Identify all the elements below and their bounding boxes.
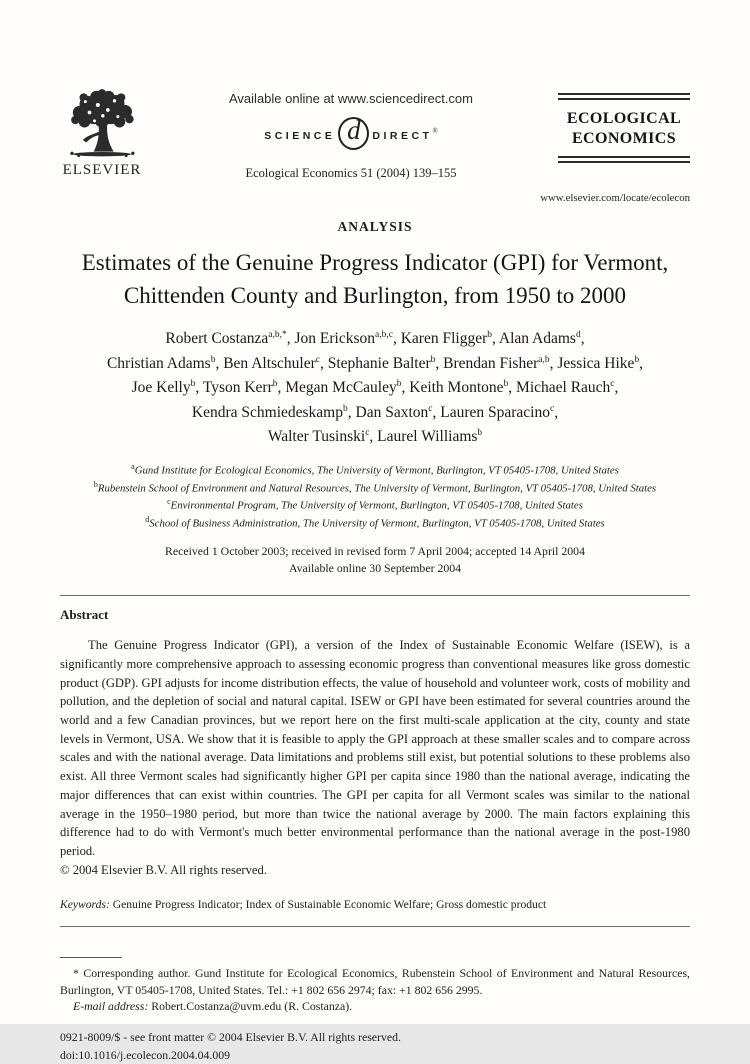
author-affiliation-marker: b: [503, 379, 509, 390]
journal-homepage-url: www.elsevier.com/locate/ecolecon: [540, 192, 690, 204]
elsevier-logo: [60, 90, 144, 179]
footnote-rule: [60, 957, 122, 958]
author-affiliation-marker: a,b,*: [268, 330, 287, 341]
registered-mark: ®: [432, 126, 438, 135]
author-name: Michael Rauch: [516, 379, 611, 397]
author-name: Ben Altschuler: [223, 354, 316, 372]
author-affiliation-marker: b: [272, 379, 278, 390]
abstract-heading: Abstract: [60, 607, 109, 623]
corresponding-author-note: * Corresponding author. Gund Institute for Ecological Economics, Rubenstein School of Environment and Natural Resources, Burlington, VT 05405-1708, United States. Tel.: +1 802 656 2974; fax: +1 802 656 2995.: [60, 966, 690, 997]
author-name: Jon Erickson: [294, 330, 376, 348]
author-affiliation-marker: c: [365, 428, 370, 438]
author-lines: [60, 327, 690, 449]
abstract-text: The Genuine Progress Indicator (GPI), a version of the Index of Sustainable Economic Welfare (ISEW), is a significantly more comprehensive approach to assessing economic progress than conventional measures like gross domestic product (GDP). GPI adjusts for income distribution effects, the value of household and volunteer work, costs of mobility and pollution, and the depletion of social and natural capital. ISEW or GPI have been estimated for several countries around the world and a few Canadian provinces, but we report here on the first multi-scale application at the city, county and state levels in Vermont, USA. We show that it is feasible to apply the GPI approach at these smaller scales and to compare across scales and with the national average. Data limitations and problems still exist, but potential solutions to these problems also exist. All three Vermont scales had significantly higher GPI per capita since 1980 than the national average, indicating the major differences that can exist within countries. The GPI per capita for all Vermont scales was similar to the national average in the 1950–1980 period, but more than twice the national average by 2000. The main factors explaining this difference had to do with Vermont's much better environmental performance than the national average in the post-1980 period.: [60, 638, 690, 858]
author-line: Joe Kelly$^b$, Tyson Kerr$^b$, Megan McCauley$^b$, Keith Montone$^b$, Michael Rauch$^c$,: [131, 379, 619, 397]
elsevier-wordmark: ELSEVIER: [62, 162, 142, 178]
journal-citation: Ecological Economics 51 (2004) 139–155: [245, 166, 457, 180]
available-online-text: Available online at www.sciencedirect.com: [229, 91, 473, 106]
author-affiliation-marker: b: [396, 379, 402, 390]
author-name: Alan Adams: [498, 330, 576, 348]
sciencedirect-logo: [144, 115, 558, 152]
author-name: Kendra Schmiedeskamp: [191, 403, 343, 421]
author-affiliation-marker: b: [487, 330, 492, 341]
author-name: Christian Adams: [106, 354, 211, 372]
author-name: Keith Montone: [409, 379, 504, 397]
keywords-label: Keywords:: [60, 898, 110, 912]
sciencedirect-science-text: SCIENCE: [264, 129, 336, 142]
author-name: Tyson Kerr: [202, 379, 273, 397]
author-line: Christian Adams$^b$, Ben Altschuler$^c$, Stephanie Balter$^b$, Brendan Fisher$^{a,b}$, Jessica Hike$^b$,: [106, 354, 644, 372]
author-affiliation-marker: a,b: [538, 354, 550, 365]
sciencedirect-d-icon: d: [338, 117, 369, 150]
available-online-date: Available online 30 September 2004: [288, 560, 462, 575]
section-label: ANALYSIS: [337, 219, 413, 234]
author-name: Laurel Williams: [377, 428, 478, 446]
author-affiliation-marker: b: [343, 403, 348, 414]
keywords-bottom-rule: [60, 926, 690, 927]
affiliation-line: $^d$School of Business Administration, The University of Vermont, Burlington, VT 05405-1708, United States: [145, 515, 605, 530]
email-line: [60, 998, 690, 1015]
author-affiliation-marker: c: [610, 379, 615, 390]
author-affiliation-marker: b: [477, 428, 483, 438]
author-name: Lauren Sparacino: [440, 403, 550, 421]
author-name: Megan McCauley: [285, 379, 397, 397]
sciencedirect-direct-text: DIRECT: [372, 129, 433, 142]
masthead-bottom-rule: [558, 156, 690, 163]
author-line: Kendra Schmiedeskamp$^b$, Dan Saxton$^c$, Lauren Sparacino$^c$,: [191, 403, 559, 421]
keywords-line: [60, 898, 690, 911]
author-name: Stephanie Balter: [327, 354, 431, 372]
received-dates: Received 1 October 2003; received in revised form 7 April 2004; accepted 14 April 2004: [165, 544, 585, 559]
author-affiliation-marker: b: [190, 379, 196, 390]
affiliation-line: $^c$Environmental Program, The University of Vermont, Burlington, VT 05405-1708, United States: [167, 497, 583, 513]
author-affiliation-marker: a,b,c: [375, 330, 393, 341]
author-line: Robert Costanza$^{a,b,*}$, Jon Erickson$^{a,b,c}$, Karen Fligger$^b$, Alan Adams$^d$,: [165, 330, 585, 348]
author-affiliation-marker: d: [575, 330, 581, 341]
author-affiliation-marker: b: [430, 354, 436, 365]
journal-masthead: [558, 90, 690, 163]
journal-name: ECOLOGICAL ECONOMICS: [566, 110, 682, 147]
author-line: Walter Tusinski$^c$, Laurel Williams$^b$: [267, 428, 483, 446]
author-affiliation-marker: c: [315, 354, 320, 365]
author-affiliation-marker: b: [634, 354, 640, 365]
masthead-top-rule: [558, 93, 690, 100]
author-affiliation-marker: c: [428, 403, 433, 414]
affiliation-line: $^b$Rubenstein School of Environment and Natural Resources, The University of Vermont, Burlington, VT 05405-1708, United States: [93, 479, 657, 495]
affiliations: [60, 461, 690, 533]
header-center: [144, 90, 558, 181]
abstract-copyright: © 2004 Elsevier B.V. All rights reserved.: [60, 862, 267, 877]
author-name: Jessica Hike: [557, 354, 635, 372]
author-name: Joe Kelly: [131, 379, 191, 397]
footnote-marker: *: [73, 966, 84, 981]
doi-line: doi:10.1016/j.ecolecon.2004.04.009: [60, 1047, 231, 1062]
imprint-block: [60, 1029, 690, 1064]
author-name: Karen Fligger: [400, 330, 488, 348]
email-label: E-mail address:: [73, 999, 149, 1014]
email-address: Robert.Costanza@uvm.edu (R. Costanza).: [148, 999, 353, 1014]
author-name: Robert Costanza: [165, 330, 269, 348]
author-name: Walter Tusinski: [267, 428, 366, 446]
issn-line: 0921-8009/$ - see front matter © 2004 Elsevier B.V. All rights reserved.: [60, 1029, 401, 1044]
abstract-top-rule: [60, 595, 690, 596]
article-history: [60, 543, 690, 576]
article-title: Estimates of the Genuine Progress Indicator (GPI) for Vermont, Chittenden County and Burlington, from 1950 to 2000: [81, 250, 669, 309]
page-header: [60, 90, 690, 181]
author-name: Brendan Fisher: [443, 354, 539, 372]
author-affiliation-marker: c: [549, 403, 555, 414]
author-affiliation-marker: b: [210, 354, 216, 365]
affiliation-line: $^a$Gund Institute for Ecological Economics, The University of Vermont, Burlington, VT 05405-1708, United States: [131, 461, 619, 477]
elsevier-tree-icon: [64, 90, 140, 160]
keywords-text: Genuine Progress Indicator; Index of Sustainable Economic Welfare; Gross domestic product: [109, 898, 547, 912]
author-name: Dan Saxton: [355, 403, 429, 421]
